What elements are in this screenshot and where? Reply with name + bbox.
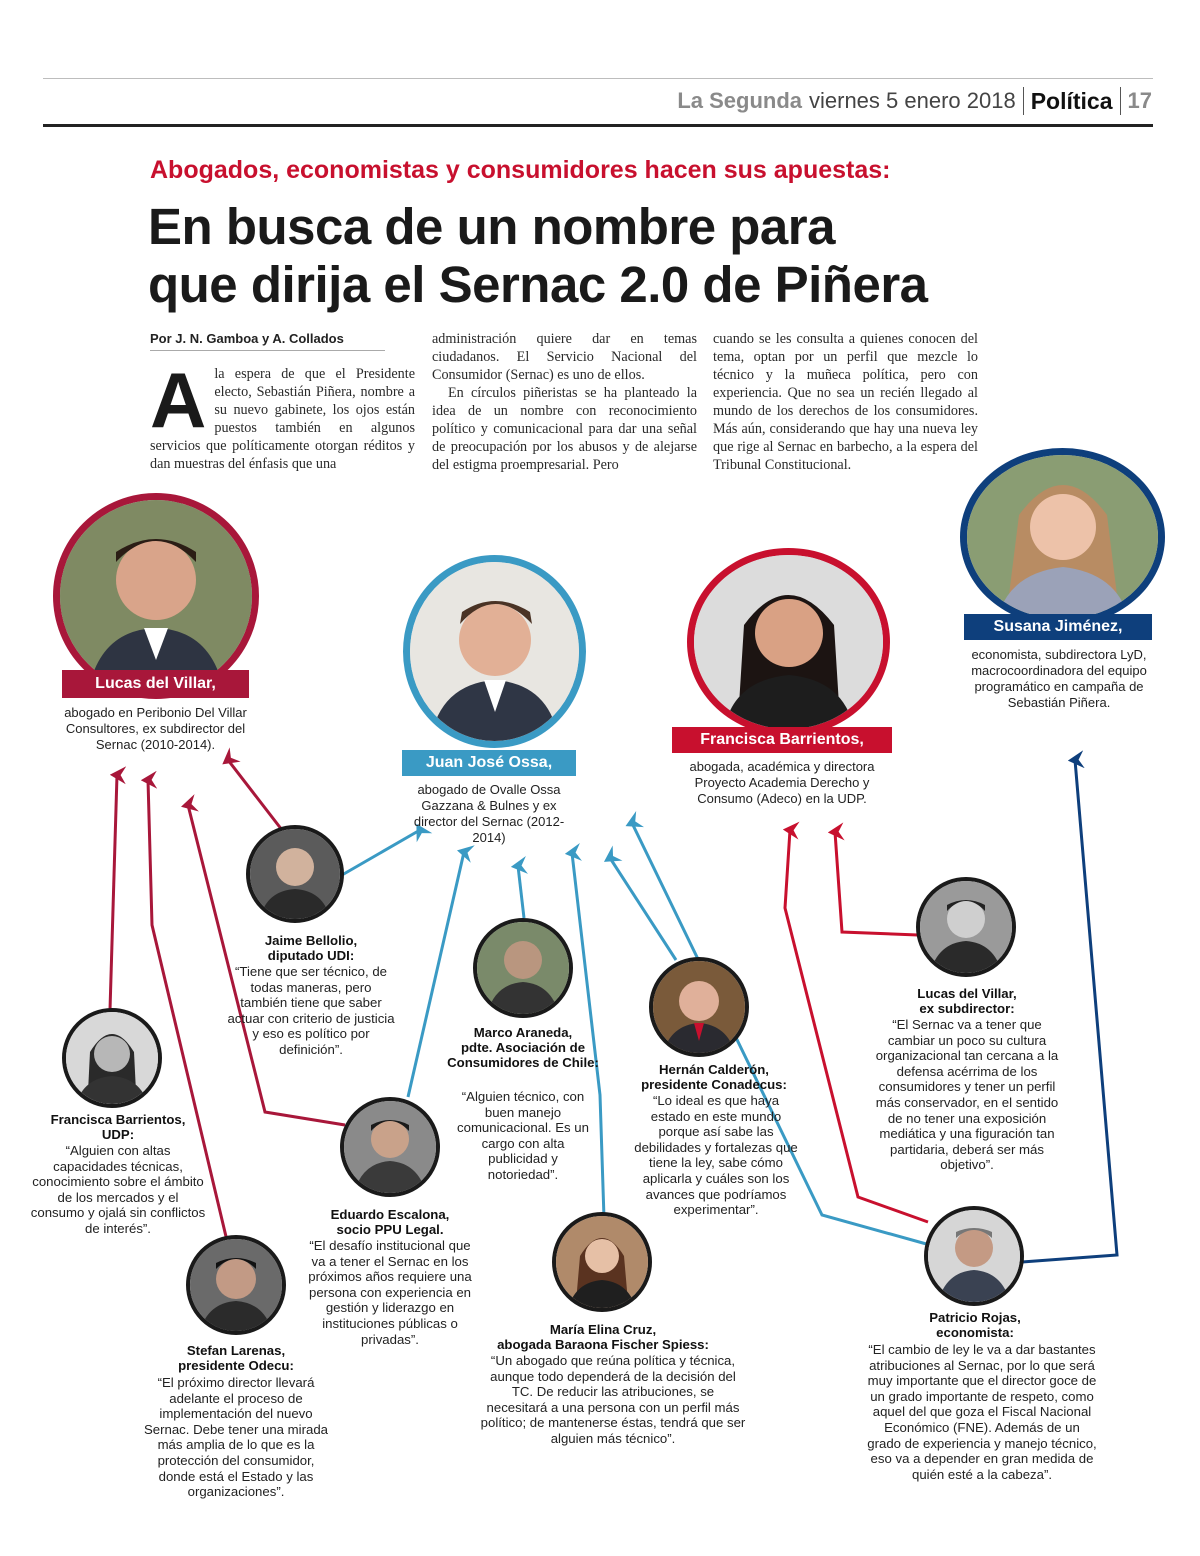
arrow-bellolio-to-villar bbox=[228, 760, 282, 830]
source-quote-larenas: “El próximo director llevará adelante el proceso de implementación del nuevo Sernac. Debe tener una mirada más amplia de lo que es la protección del consumidor, donde está el Estado y las organizaciones”. bbox=[143, 1375, 328, 1500]
person-silhouette-icon bbox=[60, 500, 252, 692]
source-name: María Elina Cruz, bbox=[549, 1322, 657, 1337]
source-name: Hernán Calderón, bbox=[659, 1062, 769, 1077]
source-name: Patricio Rojas, bbox=[929, 1310, 1021, 1325]
candidate-desc-barrientos: abogada, académica y directora Proyecto Academia Derecho y Consumo (Adeco) en la UDP. bbox=[689, 759, 875, 806]
candidate-name-ossa: Juan José Ossa, bbox=[402, 750, 576, 776]
arrow-barrientos-to-villar bbox=[110, 775, 117, 1010]
source-name: Stefan Larenas, bbox=[186, 1343, 286, 1358]
headline-line-1: En busca de un nombre para bbox=[148, 198, 835, 255]
source-name: Eduardo Escalona, bbox=[330, 1207, 450, 1222]
source-photo-villar bbox=[916, 877, 1016, 977]
source-name-calderon bbox=[624, 1062, 804, 1092]
source-name: Francisca Barrientos, bbox=[50, 1112, 186, 1127]
source-quote-calderon: “Lo ideal es que haya estado en este mundo porque así sabe las debilidades y fortalezas que tiene la ley, sabe cómo aplicarla y cuáles son los avances que podríamos experimentar”. bbox=[634, 1093, 798, 1218]
person-silhouette-icon bbox=[344, 1101, 436, 1193]
source-name-barrientos bbox=[30, 1112, 206, 1142]
source-photo-larenas bbox=[186, 1235, 286, 1335]
drop-cap: A bbox=[150, 356, 207, 444]
candidate-photo-ossa bbox=[403, 555, 586, 748]
source-name-bellolio bbox=[226, 933, 396, 963]
source-photo-calderon bbox=[649, 957, 749, 1057]
page-number: 17 bbox=[1127, 88, 1152, 113]
source-quote-cruz: “Un abogado que reúna política y técnica, aunque todo dependerá de la decisión del TC. De reducir las atribuciones, se necesitará a una persona con un perfil más político; de mantenerse éstas, tendrá que ser alguien más técnico”. bbox=[480, 1353, 746, 1446]
source-quote-barrientos: “Alguien con altas capacidades técnicas, conocimiento sobre el ámbito de los mercados y el consumo y ojalá sin conflictos de interés”. bbox=[30, 1143, 206, 1236]
person-silhouette-icon bbox=[250, 829, 340, 919]
source-photo-bellolio bbox=[246, 825, 344, 923]
person-silhouette-icon bbox=[967, 455, 1158, 619]
source-role: diputado UDI: bbox=[267, 948, 355, 963]
source-role: pdte. Asociación de Consumidores de Chile: bbox=[447, 1040, 599, 1070]
source-quote-villar: “El Sernac va a tener que cambiar un poco su cultura organizacional tan cercana a la defensa acérrima de los consumidores y tener un perfil más conservador, en el sentido de no tener una exposición mediática y una figuración tan partidaria, deberá ser más objetivo”. bbox=[875, 1017, 1059, 1173]
source-name-rojas bbox=[890, 1310, 1060, 1340]
person-silhouette-icon bbox=[694, 555, 883, 729]
source-role: socio PPU Legal. bbox=[336, 1222, 444, 1237]
source-name: Jaime Bellolio, bbox=[264, 933, 358, 948]
body-paragraph: administración quiere dar en temas ciudadanos. El Servicio Nacional del Consumidor (Sernac) es uno de ellos. bbox=[432, 331, 697, 383]
publication-name: La Segunda bbox=[677, 88, 802, 113]
person-silhouette-icon bbox=[477, 922, 569, 1014]
person-silhouette-icon bbox=[190, 1239, 282, 1331]
source-quote-rojas: “El cambio de ley le va a dar bastantes atribuciones al Sernac, por lo que será muy importante que el director goce de un grado importante de respeto, como aquel del que goza el Fiscal Nacional Económico (FNE). Además de un grado de experiencia y manejo técnico, eso va a depender en gran medida de quién esté a la cabeza”. bbox=[867, 1342, 1097, 1482]
source-photo-rojas bbox=[924, 1206, 1024, 1306]
source-role: presidente Odecu: bbox=[178, 1358, 294, 1373]
candidate-photo-barrientos bbox=[687, 548, 890, 736]
source-name: Marco Araneda, bbox=[473, 1025, 573, 1040]
candidate-name-barrientos: Francisca Barrientos, bbox=[672, 727, 892, 753]
body-text: la espera de que el Presidente electo, Sebastián Piñera, nombre a su nuevo gabinete, los ojos están puestos también en algunos servicios que políticamente otorgan réditos y dan muestras del énfasis que una bbox=[150, 366, 415, 472]
person-silhouette-icon bbox=[66, 1012, 158, 1104]
person-silhouette-icon bbox=[653, 961, 745, 1053]
source-name-escalona bbox=[302, 1207, 478, 1237]
source-role: presidente Conadecus: bbox=[641, 1077, 787, 1092]
byline: Por J. N. Gamboa y A. Collados bbox=[150, 331, 344, 346]
source-name-araneda bbox=[436, 1025, 610, 1070]
body-paragraph: En círculos piñeristas se ha planteado la idea de un nombre con reconocimiento político y comunicacional para dar una señal de preocupación por los abusos y de alejarse del estigma proempresarial. Pero bbox=[432, 385, 697, 473]
person-silhouette-icon bbox=[410, 562, 579, 741]
person-silhouette-icon bbox=[556, 1216, 648, 1308]
candidate-desc-ossa: abogado de Ovalle Ossa Gazzana & Bulnes y ex director del Sernac (2012-2014) bbox=[413, 782, 565, 845]
source-quote-bellolio: “Tiene que ser técnico, de todas maneras, pero también tiene que saber actuar con criterio de justicia y eso es político por definición”. bbox=[227, 964, 395, 1057]
candidate-name-jimenez: Susana Jiménez, bbox=[964, 614, 1152, 640]
article-kicker: Abogados, economistas y consumidores hacen sus apuestas: bbox=[150, 156, 891, 184]
source-photo-cruz bbox=[552, 1212, 652, 1312]
arrow-calderon-to-ossa bbox=[610, 858, 676, 960]
source-photo-barrientos bbox=[62, 1008, 162, 1108]
section-name: Política bbox=[1030, 87, 1113, 114]
source-role: abogada Baraona Fischer Spiess: bbox=[497, 1337, 709, 1352]
candidate-desc-villar: abogado en Peribonio Del Villar Consultores, ex subdirector del Sernac (2010-2014). bbox=[64, 705, 247, 752]
person-silhouette-icon bbox=[928, 1210, 1020, 1302]
source-photo-araneda bbox=[473, 918, 573, 1018]
candidate-name-villar: Lucas del Villar, bbox=[62, 670, 249, 698]
candidate-photo-villar bbox=[53, 493, 259, 699]
arrow-bellolio-to-ossa bbox=[342, 830, 420, 875]
publication-date: viernes 5 enero 2018 bbox=[809, 88, 1016, 113]
candidate-desc-jimenez: economista, subdirectora LyD, macrocoordinadora del equipo programático en campaña de Sebastián Piñera. bbox=[971, 647, 1147, 710]
source-name-cruz bbox=[478, 1322, 728, 1352]
source-name-villar bbox=[880, 986, 1054, 1016]
body-paragraph: cuando se les consulta a quienes conocen del tema, optan por un perfil que mezcle lo técnico y la muñeca política, pero con experiencia. Que no sea un recién llegado al mundo de los derechos de los consumidores. Más aún, considerando que hay una nueva ley que rige al Sernac en barbecho, a la espera del Tribunal Constitucional. bbox=[713, 331, 978, 473]
headline-line-2: que dirija el Sernac 2.0 de Piñera bbox=[148, 256, 928, 313]
source-quote-araneda: “Alguien técnico, con buen manejo comunicacional. Es un cargo con alta publicidad y notoriedad”. bbox=[457, 1089, 589, 1182]
source-role: ex subdirector: bbox=[919, 1001, 1015, 1016]
source-role: economista: bbox=[936, 1325, 1014, 1340]
source-quote-escalona: “El desafío institucional que va a tener el Sernac en los próximos años requiere una persona con experiencia en gestión y liderazgo en instituciones públicas o privadas”. bbox=[308, 1238, 472, 1347]
source-name: Lucas del Villar, bbox=[917, 986, 1017, 1001]
person-silhouette-icon bbox=[920, 881, 1012, 973]
source-photo-escalona bbox=[340, 1097, 440, 1197]
source-name-larenas bbox=[150, 1343, 322, 1373]
source-role: UDP: bbox=[101, 1127, 135, 1142]
arrow-araneda-to-ossa bbox=[518, 866, 524, 918]
candidate-photo-jimenez bbox=[960, 448, 1165, 626]
arrow-villar2-to-barrientos bbox=[835, 832, 918, 935]
